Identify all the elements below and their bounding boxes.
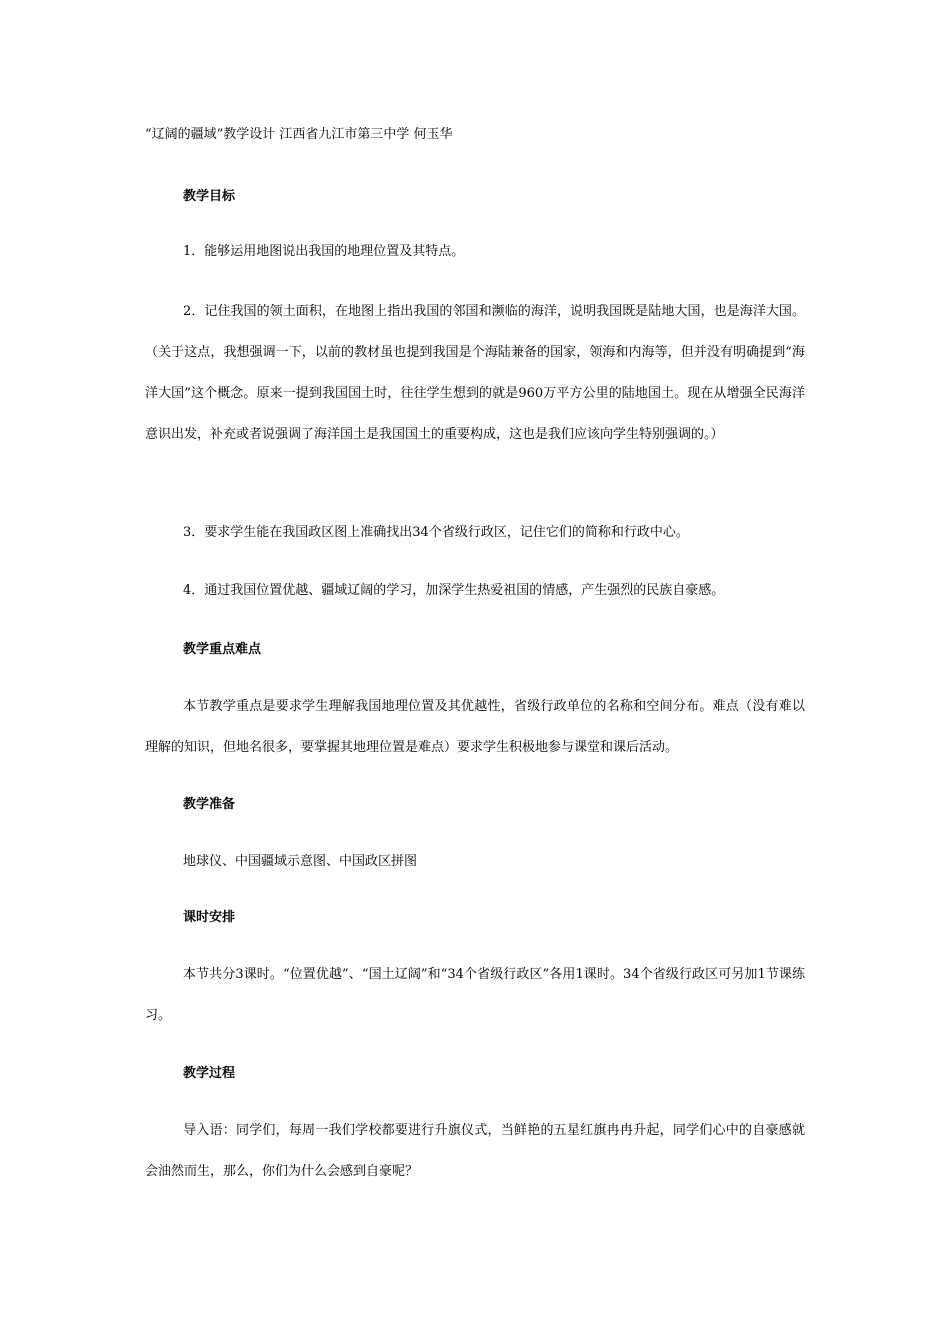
document-title: “辽阔的疆域”教学设计 江西省九江市第三中学 何玉华 bbox=[145, 127, 453, 142]
heading-key-points: 教学重点难点 bbox=[183, 642, 262, 657]
process-paragraph: 导入语：同学们，每周一我们学校都要进行升旗仪式，当鲜艳的五星红旗冉冉升起，同学们心中的自豪感就会油然而生，那么，你们为什么会感到自豪呢？ bbox=[145, 1123, 805, 1179]
schedule-paragraph: 本节共分3课时。“位置优越”、“国土辽阔”和“34个省级行政区”各用1课时。34个省级行政区可另加1节课练习。 bbox=[145, 967, 805, 1023]
goal-paragraph-4: 4．通过我国位置优越、疆域辽阔的学习，加深学生热爱祖国的情感，产生强烈的民族自豪感。 bbox=[183, 583, 725, 598]
goal-paragraph-2: 2．记住我国的领土面积，在地图上指出我国的邻国和濒临的海洋，说明我国既是陆地大国，也是海洋大国。（关于这点，我想强调一下，以前的教材虽也提到我国是个海陆兼备的国家，领海和内海等，但并没有明确提到“海洋大国”这个概念。原来一提到我国国土时，往往学生想到的就是960万平方公里的陆地国土。现在从增强全民海洋意识出发，补充或者说强调了海洋国土是我国国土的重要构成，这也是我们应该向学生特别强调的。） bbox=[145, 304, 805, 442]
preparation-paragraph: 地球仪、中国疆域示意图、中国政区拼图 bbox=[183, 854, 418, 869]
heading-preparation: 教学准备 bbox=[183, 797, 236, 812]
heading-schedule: 课时安排 bbox=[183, 910, 236, 925]
goal-paragraph-1: 1．能够运用地图说出我国的地理位置及其特点。 bbox=[183, 244, 465, 259]
heading-teaching-goals: 教学目标 bbox=[183, 189, 236, 204]
heading-process: 教学过程 bbox=[183, 1066, 236, 1081]
key-points-paragraph: 本节教学重点是要求学生理解我国地理位置及其优越性，省级行政单位的名称和空间分布。难点（没有难以理解的知识，但地名很多，要掌握其地理位置是难点）要求学生积极地参与课堂和课后活动。 bbox=[145, 699, 805, 755]
goal-paragraph-3: 3．要求学生能在我国政区图上准确找出34个省级行政区，记住它们的简称和行政中心。 bbox=[183, 525, 689, 540]
